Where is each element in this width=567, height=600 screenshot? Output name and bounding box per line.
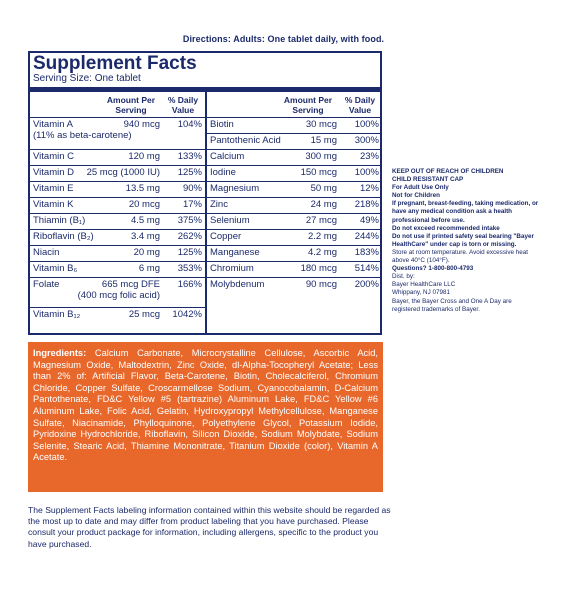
nutrient-name: Vitamin A bbox=[33, 119, 73, 130]
ingredients-text: Calcium Carbonate, Microcrystalline Cellulose, Ascorbic Acid, Magnesium Oxide, Maltodextrin, Zinc Oxide, dl-Alpha-Tocopheryl Acetate; Less than 2% of: Artificial Flavor, Beta-Carotene, Biotin, Cholecalciferol, Chromium Chloride, Copper Sulfate, Croscarmellose Sodium, Cyanocobalamin, D-Calcium Pantothenate, FD&C Yellow #5 (tartrazine) Aluminum Lake, FD&C Yellow #6 Aluminum Lake, Folic Acid, Gelatin, Hydroxypropyl Methylcellulose, Manganese Sulfate, Niacinamide, Phylloquinone, Polyethylene Glycol, Potassium Iodide, Pyridoxine Hydrochloride, Riboflavin, Silicon Dioxide, Sodium Molybdate, Sodium Selenite, Stearic Acid, Thiamine Mononitrate, Titanium Dioxide (color), Vitamin A Acetate. bbox=[33, 348, 378, 463]
nutrient-daily-value: 183% bbox=[354, 247, 379, 258]
nutrient-column-left bbox=[30, 92, 205, 325]
nutrient-amount: 940 mcg bbox=[123, 119, 160, 130]
nutrient-name: Riboflavin (B₂) bbox=[33, 231, 94, 242]
ingredients-label: Ingredients: bbox=[33, 348, 87, 358]
nutrient-amount: 50 mg bbox=[310, 183, 337, 194]
nutrient-daily-value: 375% bbox=[177, 215, 202, 226]
dv-header: % Daily Value bbox=[167, 95, 199, 115]
nutrient-daily-value: 133% bbox=[177, 151, 202, 162]
nutrient-row bbox=[207, 165, 382, 181]
nutrient-row bbox=[207, 117, 382, 133]
nutrient-amount: 150 mcg bbox=[300, 167, 337, 178]
nutrient-row bbox=[207, 213, 382, 229]
nutrient-amount: 3.4 mg bbox=[130, 231, 160, 242]
disclaimer-text: The Supplement Facts labeling information contained within this website should be regarded as the most up to date and may differ from product labeling that you have purchased. Please consult your product package for information, including allergens, specific to the product you have purchased. bbox=[28, 505, 391, 549]
nutrient-amount: 25 mcg (1000 IU) bbox=[86, 167, 160, 178]
nutrient-name: Niacin bbox=[33, 247, 60, 258]
nutrient-daily-value: 12% bbox=[359, 183, 379, 194]
nutrient-row bbox=[207, 261, 382, 277]
warning-line: Do not use if printed safety seal bearing "Bayer HealthCare" under cap is torn or missing. bbox=[392, 232, 534, 248]
nutrient-name: Zinc bbox=[210, 199, 228, 210]
nutrient-row bbox=[207, 197, 382, 213]
nutrient-row bbox=[207, 277, 382, 293]
nutrient-row bbox=[30, 213, 205, 229]
warning-line: Do not exceed recommended intake bbox=[392, 224, 500, 232]
nutrient-daily-value: 218% bbox=[354, 199, 379, 210]
nutrient-row bbox=[207, 229, 382, 245]
nutrient-name: Vitamin D bbox=[33, 167, 75, 178]
distributor-line: Whippany, NJ 07981 bbox=[392, 289, 450, 297]
nutrient-name: Chromium bbox=[210, 263, 254, 274]
amount-header: Amount Per Serving bbox=[283, 95, 333, 115]
nutrient-daily-value: 300% bbox=[354, 135, 379, 146]
nutrient-row bbox=[207, 181, 382, 197]
warning-line: If pregnant, breast-feeding, taking medication, or have any medical condition ask a health professional before use. bbox=[392, 200, 539, 224]
nutrient-name: Calcium bbox=[210, 151, 245, 162]
supplement-facts-panel bbox=[28, 51, 382, 335]
nutrient-row bbox=[207, 245, 382, 261]
nutrient-amount: 15 mg bbox=[310, 135, 337, 146]
nutrient-daily-value: 166% bbox=[177, 279, 202, 290]
nutrient-amount: 30 mcg bbox=[305, 119, 337, 130]
nutrient-row bbox=[30, 307, 205, 325]
nutrient-name: Selenium bbox=[210, 215, 250, 226]
nutrient-amount: 6 mg bbox=[138, 263, 160, 274]
nutrient-row bbox=[30, 165, 205, 181]
nutrient-name: Vitamin K bbox=[33, 199, 74, 210]
nutrient-amount: 300 mg bbox=[305, 151, 337, 162]
warning-line: For Adult Use Only bbox=[392, 184, 449, 192]
nutrient-amount: 13.5 mg bbox=[125, 183, 160, 194]
nutrient-row bbox=[30, 181, 205, 197]
nutrient-row bbox=[30, 277, 205, 307]
nutrient-daily-value: 353% bbox=[177, 263, 202, 274]
nutrient-name: Magnesium bbox=[210, 183, 260, 194]
nutrient-amount: 4.2 mg bbox=[307, 247, 337, 258]
nutrient-daily-value: 262% bbox=[177, 231, 202, 242]
nutrient-amount: 90 mcg bbox=[305, 279, 337, 290]
nutrient-amount: 120 mg bbox=[128, 151, 160, 162]
nutrient-name: Folate bbox=[33, 279, 60, 290]
nutrient-amount: 180 mcg bbox=[300, 263, 337, 274]
nutrient-daily-value: 514% bbox=[354, 263, 379, 274]
nutrient-note: (400 mcg folic acid) bbox=[77, 290, 160, 301]
nutrient-daily-value: 125% bbox=[177, 247, 202, 258]
amount-header: Amount Per Serving bbox=[106, 95, 156, 115]
nutrient-name: Biotin bbox=[210, 119, 234, 130]
storage-text: Store at room temperature. Avoid excessive heat above 40°C (104°F). bbox=[392, 248, 529, 265]
nutrient-amount: 665 mcg DFE bbox=[101, 279, 160, 290]
nutrient-row bbox=[30, 229, 205, 245]
nutrient-name: Vitamin C bbox=[33, 151, 75, 162]
warning-line: CHILD RESISTANT CAP bbox=[392, 176, 464, 184]
nutrient-note: (11% as beta-carotene) bbox=[33, 130, 132, 141]
nutrient-name: Iodine bbox=[210, 167, 236, 178]
column-header bbox=[207, 92, 382, 117]
nutrient-amount: 20 mcg bbox=[128, 199, 160, 210]
nutrient-name: Manganese bbox=[210, 247, 260, 258]
nutrient-daily-value: 49% bbox=[359, 215, 379, 226]
nutrient-name: Copper bbox=[210, 231, 242, 242]
nutrient-amount: 4.5 mg bbox=[130, 215, 160, 226]
nutrient-row bbox=[30, 117, 205, 149]
ingredients-box bbox=[28, 342, 383, 492]
nutrient-daily-value: 1042% bbox=[172, 309, 202, 320]
nutrient-name: Molybdenum bbox=[210, 279, 265, 290]
nutrient-daily-value: 100% bbox=[354, 119, 379, 130]
nutrient-row bbox=[30, 245, 205, 261]
nutrient-amount: 25 mcg bbox=[128, 309, 160, 320]
column-header bbox=[30, 92, 205, 117]
nutrient-daily-value: 244% bbox=[354, 231, 379, 242]
warning-line: KEEP OUT OF REACH OF CHILDREN bbox=[392, 168, 504, 175]
nutrient-daily-value: 125% bbox=[177, 167, 202, 178]
nutrient-row bbox=[207, 149, 382, 165]
nutrient-row bbox=[30, 197, 205, 213]
dv-header: % Daily Value bbox=[344, 95, 376, 115]
distributor-line: Bayer HealthCare LLC bbox=[392, 281, 456, 289]
nutrient-row bbox=[30, 261, 205, 277]
nutrient-daily-value: 17% bbox=[182, 199, 202, 210]
nutrient-column-right bbox=[207, 92, 382, 293]
serving-size: Serving Size: One tablet bbox=[33, 73, 141, 84]
nutrient-amount: 27 mcg bbox=[305, 215, 337, 226]
nutrient-row bbox=[207, 133, 382, 149]
distributor-line: Dist. by: bbox=[392, 273, 415, 281]
panel-title: Supplement Facts bbox=[33, 53, 197, 74]
nutrient-daily-value: 200% bbox=[354, 279, 379, 290]
nutrient-daily-value: 23% bbox=[359, 151, 379, 162]
nutrient-name: Vitamin B₆ bbox=[33, 263, 78, 274]
warnings-block bbox=[392, 168, 539, 314]
nutrient-name: Thiamin (B₁) bbox=[33, 215, 86, 226]
nutrient-amount: 20 mg bbox=[133, 247, 160, 258]
nutrient-daily-value: 90% bbox=[182, 183, 202, 194]
distributor-line: Bayer, the Bayer Cross and One A Day are registered trademarks of Bayer. bbox=[392, 297, 512, 313]
nutrient-name: Vitamin B₁₂ bbox=[33, 309, 81, 320]
warning-line: Not for Children bbox=[392, 192, 440, 200]
questions-line: Questions? 1-800-800-4793 bbox=[392, 265, 474, 273]
nutrient-name: Vitamin E bbox=[33, 183, 74, 194]
nutrient-amount: 24 mg bbox=[310, 199, 337, 210]
nutrient-amount: 2.2 mg bbox=[307, 231, 337, 242]
directions-text: Directions: Adults: One tablet daily, with food. bbox=[182, 34, 385, 44]
nutrient-daily-value: 104% bbox=[177, 119, 202, 130]
nutrient-daily-value: 100% bbox=[354, 167, 379, 178]
nutrient-name: Pantothenic Acid bbox=[210, 135, 281, 146]
nutrient-row bbox=[30, 149, 205, 165]
